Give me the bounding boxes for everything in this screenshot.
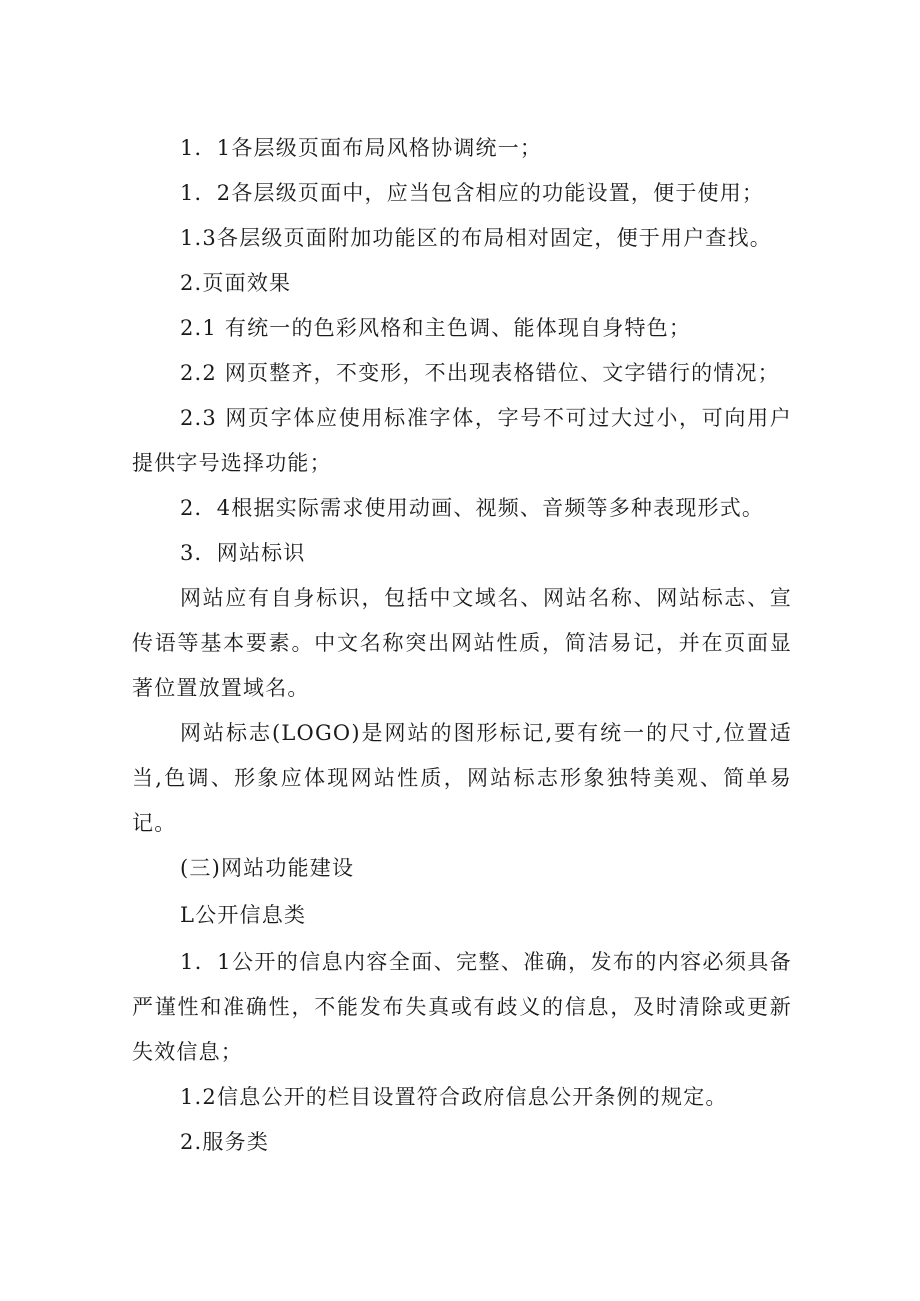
heading-site-identity: 3．网站标识 — [180, 541, 306, 565]
paragraph-1-1: 1．1各层级页面布局风格协调统一； — [180, 136, 543, 160]
paragraph-site-identity: 网站应有自身标识，包括中文域名、网站名称、网站标志、宣传语等基本要素。中文名称突出网站性质，简洁易记，并在页面显著位置放置域名。 — [132, 586, 792, 700]
paragraph-1-3: 1.3各层级页面附加功能区的布局相对固定，便于用户查找。 — [180, 226, 772, 250]
document-body — [132, 126, 792, 1165]
paragraph-2-4: 2．4根据实际需求使用动画、视频、音频等多种表现形式。 — [180, 496, 765, 520]
paragraph-2-3: 2.3 网页字体应使用标准字体，字号不可过大过小，可向用户提供字号选择功能； — [132, 406, 792, 475]
paragraph-2-2: 2.2 网页整齐，不变形，不出现表格错位、文字错行的情况； — [180, 361, 780, 385]
heading-public-info: L公开信息类 — [180, 903, 307, 927]
paragraph-public-info-1-2: 1.2信息公开的栏目设置符合政府信息公开条例的规定。 — [180, 1085, 728, 1109]
paragraph-site-logo: 网站标志(LOGO)是网站的图形标记,要有统一的尺寸,位置适当,色调、形象应体现网站性质，网站标志形象独特美观、简单易记。 — [132, 721, 792, 835]
paragraph-public-info-1-1: 1．1公开的信息内容全面、完整、准确，发布的内容必须具备严谨性和准确性，不能发布失真或有歧义的信息，及时清除或更新失效信息； — [132, 950, 792, 1064]
heading-services: 2.服务类 — [180, 1130, 270, 1154]
heading-page-effect: 2.页面效果 — [180, 271, 292, 295]
heading-site-functions: (三)网站功能建设 — [180, 856, 355, 880]
paragraph-1-2: 1．2各层级页面中，应当包含相应的功能设置，便于使用； — [180, 181, 765, 205]
paragraph-2-1: 2.1 有统一的色彩风格和主色调、能体现自身特色； — [180, 316, 692, 340]
